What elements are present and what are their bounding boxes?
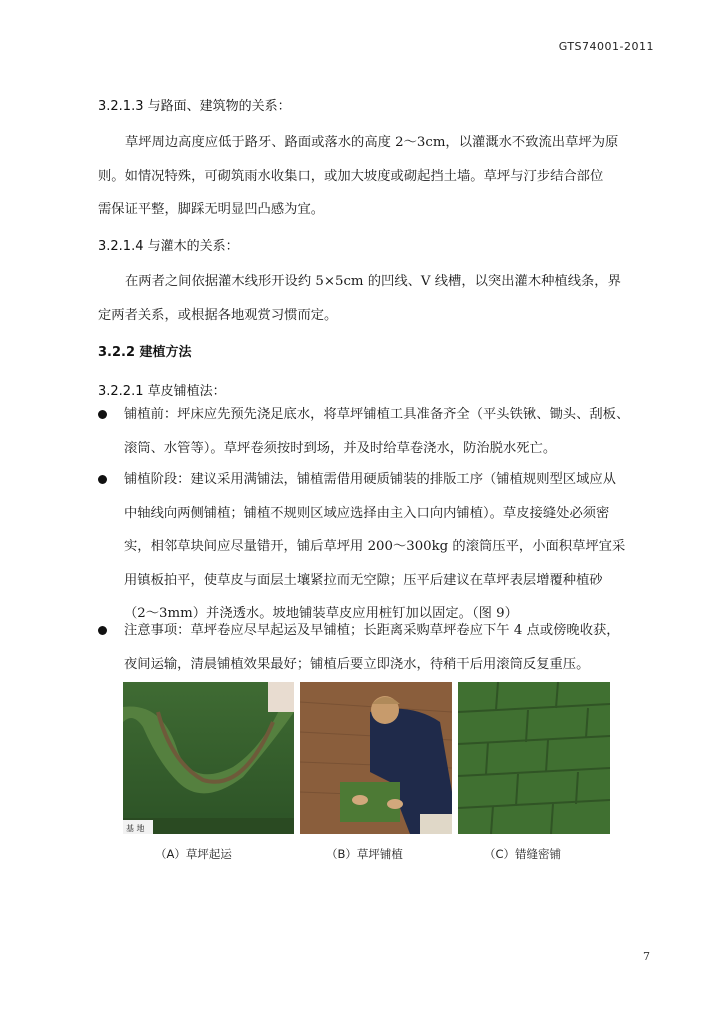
- text-line: 则。如情况特殊，可砌筑雨水收集口，或加大坡度或砌起挡土墙。草坪与汀步结合部位: [98, 168, 604, 184]
- photo-turf-laying: [300, 682, 452, 834]
- heading-3221: 3.2.2.1 草皮铺植法：: [98, 384, 226, 399]
- caption-b: （B）草坪铺植: [326, 847, 403, 861]
- photo-stamp-label: 基 地: [126, 824, 145, 833]
- text-line: 用镇板拍平，使草皮与面层土壤紧拉而无空隙；压平后建议在草坪表层增覆种植砂: [124, 572, 603, 588]
- bullet-item-laying-stage: [98, 463, 658, 631]
- caption-a: （A）草坪起运: [155, 847, 232, 861]
- heading-3213: 3.2.1.3 与路面、建筑物的关系：: [98, 99, 291, 114]
- caption-c: （C）错缝密铺: [484, 847, 562, 861]
- bullet-dot-icon: [98, 626, 107, 635]
- text-line: 中轴线向两侧铺植；铺植不规则区域应选择由主入口向内铺植）。草皮接缝处必须密: [124, 505, 610, 521]
- heading-322: 3.2.2 建植方法: [98, 345, 192, 360]
- text-line: 滚筒、水管等）。草坪卷须按时到场，并及时给草卷浇水，防治脱水死亡。: [124, 440, 557, 456]
- text-line: 定两者关系，或根据各地观赏习惯而定。: [98, 307, 338, 323]
- bullet-dot-icon: [98, 475, 107, 484]
- text-line: 注意事项：草坪卷应尽早起运及早铺植；长距离采购草坪卷应下午 4 点或傍晚收获，: [124, 623, 620, 638]
- bullet-item-notes: [98, 614, 658, 681]
- page-number: 7: [643, 950, 650, 963]
- text-line: 在两者之间依据灌木线形开设约 5×5cm 的凹线、V 线槽，以突出灌木种植线条，界: [125, 274, 621, 289]
- photo-turf-staggered: [458, 682, 610, 834]
- text-line: 夜间运输，清晨铺植效果最好；铺植后要立即浇水，待稍干后用滚筒反复重压。: [124, 656, 590, 672]
- paragraph-3214: [98, 265, 658, 332]
- document-code: GTS74001-2011: [558, 40, 654, 53]
- text-line: 草坪周边高度应低于路牙、路面或落水的高度 2～3cm，以灌溉水不致流出草坪为原: [125, 135, 619, 150]
- text-line: 实，相邻草块间应尽量错开，铺后草坪用 200～300kg 的滚筒压平，小面积草坪宜采: [124, 539, 626, 554]
- text-line: 需保证平整，脚踩无明显凹凸感为宜。: [98, 202, 325, 217]
- photo-turf-lifting: [123, 682, 294, 834]
- text-line: 铺植阶段：建议采用满铺法，铺植需借用硬质铺装的排版工序（铺植规则型区域应从: [124, 472, 616, 487]
- bullet-item-before-laying: [98, 398, 658, 465]
- heading-3214: 3.2.1.4 与灌木的关系：: [98, 239, 239, 254]
- text-line: （2～3mm）并浇透水。坡地铺装草皮应用桩钉加以固定。（图 9）: [124, 606, 518, 621]
- text-line: 铺植前：坪床应先预先浇足底水，将草坪铺植工具准备齐全（平头铁锹、锄头、刮板、: [124, 407, 630, 422]
- bullet-dot-icon: [98, 410, 107, 419]
- paragraph-3213: [98, 126, 658, 227]
